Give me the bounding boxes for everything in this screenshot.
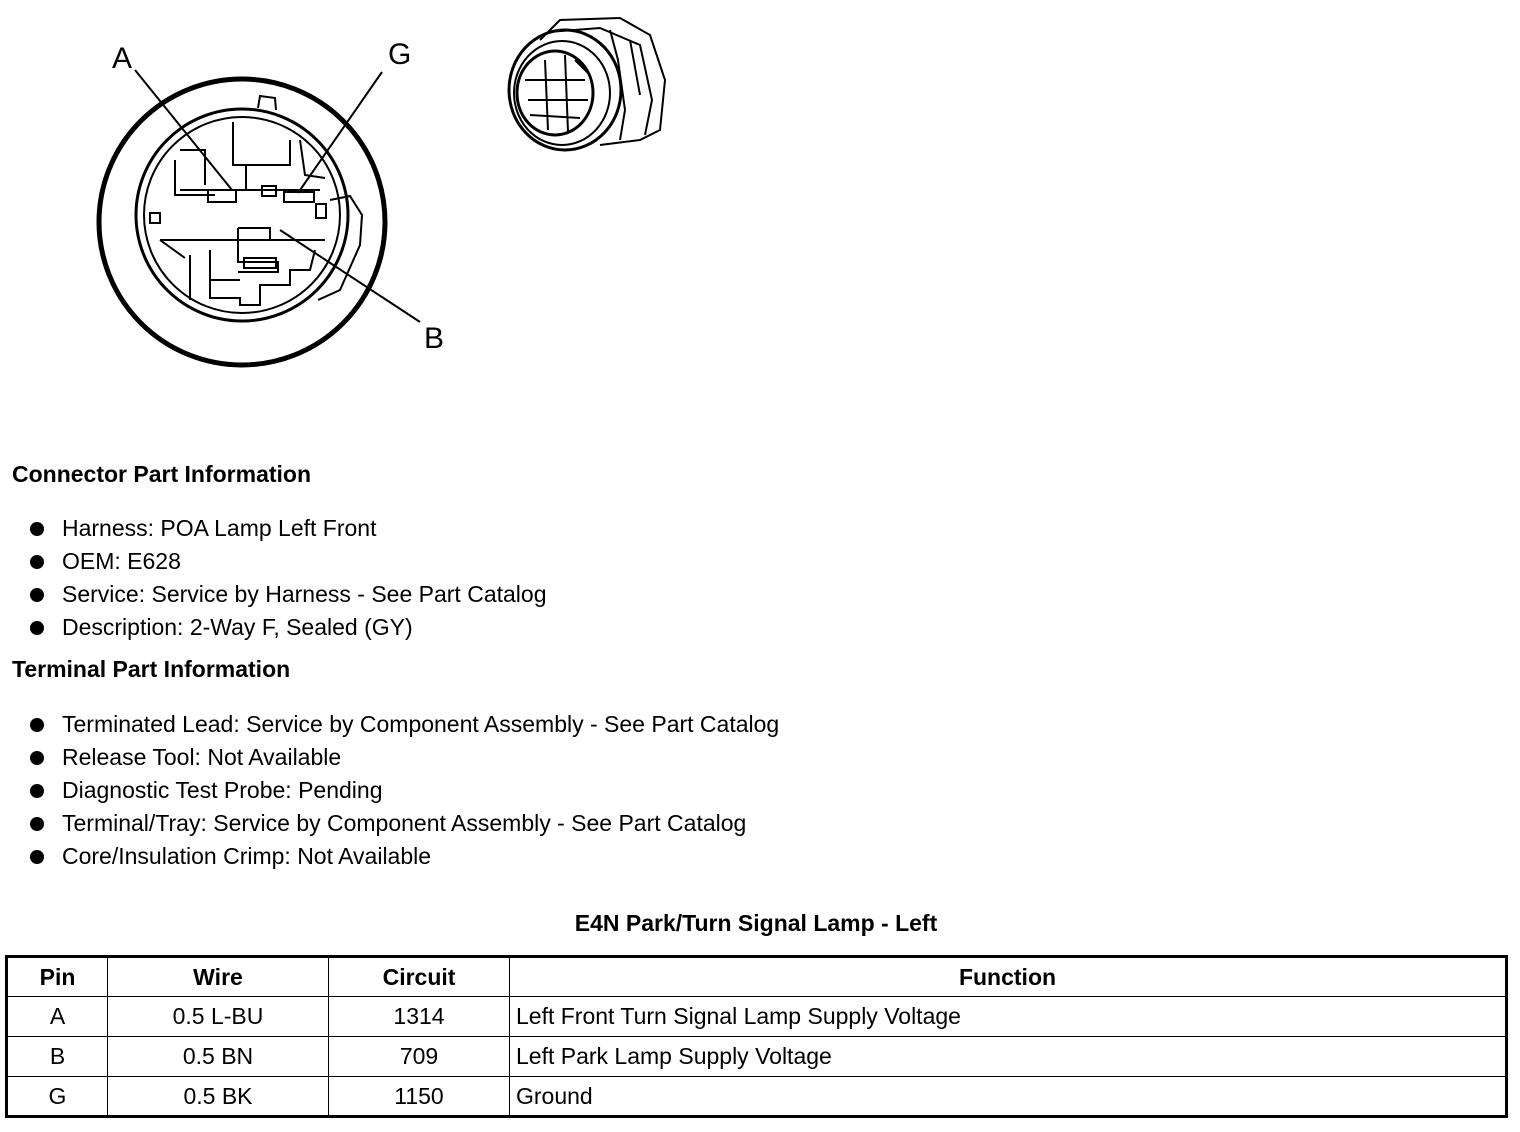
list-item: OEM: E628 — [0, 545, 546, 578]
pin-label-g: G — [388, 38, 412, 71]
bullet-icon — [30, 718, 44, 732]
list-item: Service: Service by Harness - See Part Catalog — [0, 578, 546, 611]
terminal-part-info-list — [0, 708, 779, 873]
header-function: Function — [510, 957, 1507, 997]
bullet-icon — [30, 621, 44, 635]
cell-pin: B — [7, 1037, 108, 1077]
header-pin: Pin — [7, 957, 108, 997]
cell-function: Left Front Turn Signal Lamp Supply Voltage — [510, 997, 1507, 1037]
cell-pin: A — [7, 997, 108, 1037]
connector-face-view — [99, 70, 420, 365]
header-circuit: Circuit — [329, 957, 510, 997]
pin-label-b: B — [424, 322, 445, 355]
cell-function: Left Park Lamp Supply Voltage — [510, 1037, 1507, 1077]
list-item: Terminal/Tray: Service by Component Assembly - See Part Catalog — [0, 807, 779, 840]
cell-pin: G — [7, 1077, 108, 1117]
pin-table-title: E4N Park/Turn Signal Lamp - Left — [574, 910, 938, 936]
bullet-icon — [30, 751, 44, 765]
table-row — [7, 1077, 1507, 1117]
connector-part-info-list — [0, 512, 546, 644]
connector-part-info-heading: Connector Part Information — [12, 461, 312, 487]
connector-isometric-view — [509, 18, 665, 150]
bullet-icon — [30, 784, 44, 798]
cell-wire: 0.5 L-BU — [108, 997, 329, 1037]
pin-label-a: A — [112, 42, 133, 75]
cell-circuit: 1314 — [329, 997, 510, 1037]
terminal-part-info-heading: Terminal Part Information — [12, 656, 291, 682]
cell-function: Ground — [510, 1077, 1507, 1117]
cell-circuit: 1150 — [329, 1077, 510, 1117]
cell-wire: 0.5 BK — [108, 1077, 329, 1117]
bullet-icon — [30, 588, 44, 602]
list-item: Terminated Lead: Service by Component Assembly - See Part Catalog — [0, 708, 779, 741]
list-item: Core/Insulation Crimp: Not Available — [0, 840, 779, 873]
table-row — [7, 1037, 1507, 1077]
cell-wire: 0.5 BN — [108, 1037, 329, 1077]
bullet-icon — [30, 817, 44, 831]
list-item: Diagnostic Test Probe: Pending — [0, 774, 779, 807]
table-header-row — [7, 957, 1507, 997]
header-wire: Wire — [108, 957, 329, 997]
bullet-icon — [30, 555, 44, 569]
table-row — [7, 997, 1507, 1037]
bullet-icon — [30, 522, 44, 536]
list-item: Description: 2-Way F, Sealed (GY) — [0, 611, 546, 644]
cell-circuit: 709 — [329, 1037, 510, 1077]
bullet-icon — [30, 850, 44, 864]
list-item: Release Tool: Not Available — [0, 741, 779, 774]
pin-table — [5, 955, 1508, 1118]
list-item: Harness: POA Lamp Left Front — [0, 512, 546, 545]
connector-diagram — [0, 0, 700, 400]
